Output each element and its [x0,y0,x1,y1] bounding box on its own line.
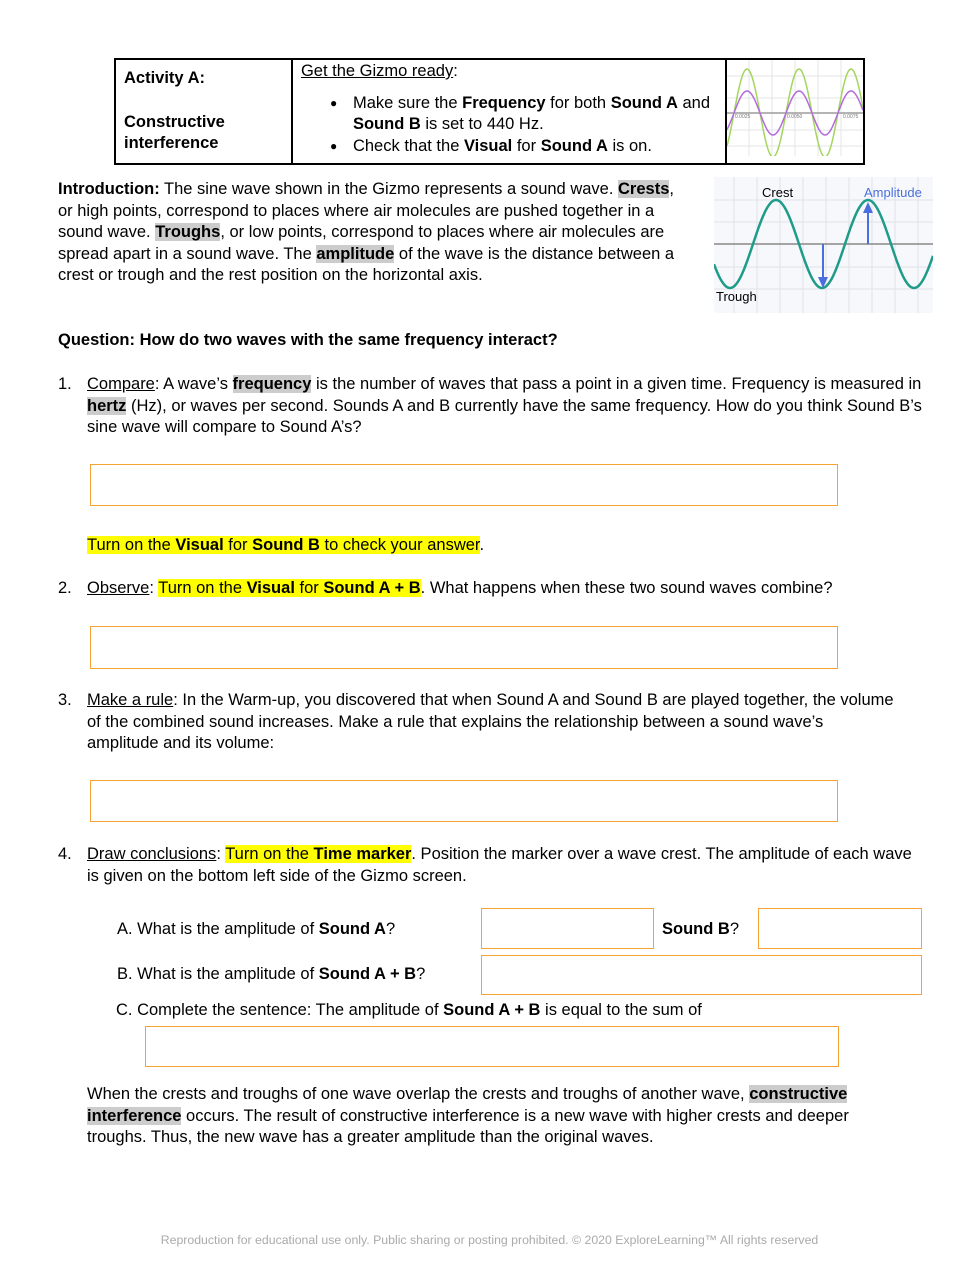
text-segment: for [512,136,541,155]
question-2-answer-box[interactable] [90,626,838,669]
bold-term: Introduction: [58,180,160,198]
sound-a-amplitude-input[interactable] [481,908,654,949]
question-4c-answer-box[interactable] [145,1026,839,1067]
text-segment: . Position the marker over a wave crest. The amplitude of each wave is given on the bottom left side of the Gizmo screen. [87,845,912,885]
text-segment: of the wave is the distance between a crest or trough and the rest position on the horizontal axis. [58,244,675,285]
question-number: 4. [58,845,72,863]
question-label: Compare [87,375,155,393]
wave-diagram [714,177,933,313]
question-4b-text [117,964,425,986]
activity-header-table [114,58,865,165]
question-1-answer-box[interactable] [90,464,838,506]
text-segment: Turn on the [158,579,247,597]
text-segment: , or high points, correspond to places where air molecules are pushed together in a sound wave. [58,180,674,242]
text-segment: (Hz), or waves per second. Sounds A and B currently have the same frequency. How do you think Sound B’s sine wave will compare to Sound A’s? [87,396,922,437]
gizmo-ready-cell [292,59,726,164]
sound-waves-thumbnail [727,60,863,156]
tick-label: 0.0075 [843,114,859,120]
question-label: Draw conclusions [87,845,217,863]
gizmo-graph-cell [726,59,864,164]
text-segment: and [677,93,711,112]
introduction-paragraph [58,179,683,287]
bold-term: Visual [175,536,224,554]
bold-term: Frequency [462,93,546,112]
gizmo-ready-label: Get the Gizmo ready [300,62,454,80]
text-segment: is on. [607,136,652,155]
bold-term: Sound B [252,536,320,554]
text-segment: is the number of waves that pass a point in a given time. Frequency is measured in [311,375,922,393]
amplitude-label: Amplitude [864,185,922,200]
question-3-answer-box[interactable] [90,780,838,822]
text-segment: for [294,579,324,597]
colon: : [453,62,458,80]
bold-term: frequency [232,375,312,393]
text-segment: ? [729,920,740,938]
text-segment: : In the Warm-up, you discovered that when Sound A and Sound B are played together, the volume of the combined sound increases. Make a rule that explains the relationship between a sound wave’s amplitude and its volume: [87,691,894,753]
bold-term: Sound B [662,920,730,938]
question-2-text [87,578,927,600]
question-3-text [87,690,897,755]
bold-term: Sound A [318,920,386,938]
bold-term: Sound A [610,93,678,112]
text-segment: ? [385,920,396,938]
question-1-text [87,374,927,439]
text-segment: is equal to the sum of [540,1001,702,1019]
text-segment: C. Complete the sentence: The amplitude of [116,1001,444,1019]
sound-b-amplitude-input[interactable] [758,908,922,949]
bold-term: Visual [463,136,513,155]
activity-title: Activity A: [124,69,205,87]
footer-copyright: Reproduction for educational use only. Public sharing or posting prohibited. © 2020 ExploreLearning™ All rights reserved [160,1233,819,1247]
text-segment: ? [416,965,426,983]
text-segment: Turn on the [225,845,314,863]
text-segment: Turn on the [87,536,176,554]
activity-subtitle: Constructive interference [124,112,225,153]
activity-title-cell [115,59,292,164]
bold-term: Time marker [313,845,412,863]
bold-term: Crests [618,180,670,198]
bold-term: Sound A + B [443,1001,541,1019]
text-segment: : [149,579,159,597]
text-segment: occurs. The result of constructive interference is a new wave with higher crests and deeper troughs. Thus, the new wave has a greater amplitude than the original waves. [87,1106,849,1147]
bold-term: Sound A + B [323,579,421,597]
bullet-item [353,136,717,158]
tick-label: 0.0025 [735,114,751,120]
question-label: Make a rule [87,691,174,709]
question-4c-text [116,1000,702,1022]
bold-term: hertz [87,396,127,415]
text-segment: The sine wave shown in the Gizmo represents a sound wave. [159,180,619,198]
sound-b-label [662,919,739,941]
trough-label: Trough [716,289,757,304]
question-label: Observe [87,579,150,597]
text-segment: , or low points, correspond to places where air molecules are spread apart in a sound wave. The [58,223,665,263]
question-heading: Question: How do two waves with the same frequency interact? [58,331,558,349]
bold-term: amplitude [316,244,395,263]
bold-term: Troughs [155,223,221,242]
text-segment: is set to 440 Hz. [420,115,544,134]
question-number: 3. [58,691,72,709]
crest-label: Crest [762,185,794,200]
bold-term: Sound A [540,136,608,155]
bold-term: Sound A + B [318,965,417,983]
bullet-item [353,93,717,136]
text-segment: . [479,536,485,554]
text-segment: for both [545,93,611,112]
text-segment: A. What is the amplitude of [117,920,319,938]
text-segment: for [223,536,253,554]
text-segment: to check your answer [319,536,480,554]
text-segment: : [216,845,226,863]
sound-a-plus-b-amplitude-input[interactable] [481,955,922,995]
text-segment: When the crests and troughs of one wave overlap the crests and troughs of another wave, [87,1085,750,1103]
bold-term: constructive interference [87,1085,848,1125]
text-segment: B. What is the amplitude of [117,965,319,983]
question-number: 2. [58,579,72,597]
text-segment: Make sure the [352,93,463,112]
bold-term: Sound B [352,115,421,134]
text-segment: . What happens when these two sound waves combine? [420,579,833,597]
question-1-note [87,535,484,557]
question-4a-text [117,919,395,941]
text-segment: Check that the [352,136,464,155]
bold-term: Visual [246,579,295,597]
text-segment: : A wave’s [154,375,233,393]
tick-label: 0.0050 [787,114,803,120]
question-4-text [87,844,927,887]
question-number: 1. [58,375,72,393]
closing-paragraph [87,1084,912,1149]
